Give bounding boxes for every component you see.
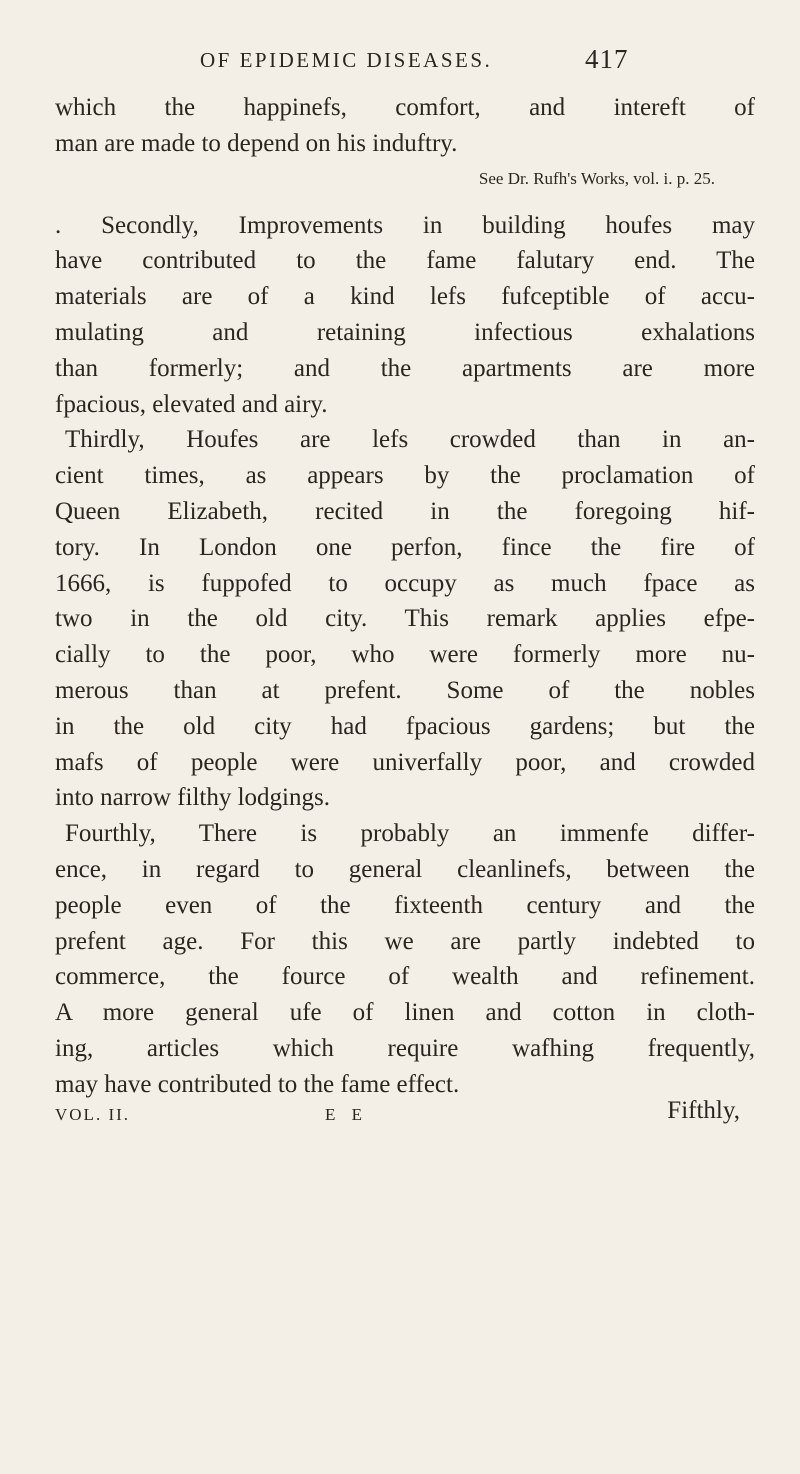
body-text [55, 90, 755, 1103]
text-line: two in the old city. This remark applies efpe- [55, 605, 755, 633]
paragraph-secondly [55, 208, 755, 423]
text-line: into narrow filthy lodgings. [55, 784, 330, 812]
text-line: ing, articles which require wafhing frequently, [55, 1034, 755, 1062]
running-head [55, 40, 755, 90]
paragraph-fourthly [55, 816, 755, 1102]
text-line: people even of the fixteenth century and the [55, 891, 755, 919]
running-title: OF EPIDEMIC DISEASES. [200, 48, 493, 72]
text-line: than formerly; and the apartments are more [55, 354, 755, 382]
volume-signature: VOL. II. [55, 1104, 131, 1124]
page-footer [55, 1096, 755, 1143]
paragraph-thirdly [55, 422, 755, 816]
page-number: 417 [585, 44, 629, 74]
signature-mark: E E [325, 1104, 369, 1124]
text-line: A more general ufe of linen and cotton in cloth- [55, 999, 755, 1027]
text-line: mafs of people were univerfally poor, and crowded [55, 748, 755, 776]
text-line: merous than at prefent. Some of the nobles [55, 676, 755, 704]
text-line: 1666, is fuppofed to occupy as much fpace as [55, 569, 755, 597]
text-line: Fourthly, There is probably an immenfe differ- [65, 820, 755, 848]
book-page [55, 40, 755, 1143]
text-line: in the old city had fpacious gardens; but the [55, 712, 755, 740]
catchword: Fifthly, [667, 1096, 740, 1124]
text-line: . Secondly, Improvements in building houfes may [55, 211, 755, 239]
text-line: commerce, the fource of wealth and refinement. [55, 963, 755, 991]
text-line: prefent age. For this we are partly indebted to [55, 927, 755, 955]
text-line: may have contributed to the fame effect. [55, 1070, 460, 1098]
text-line: fpacious, elevated and airy. [55, 390, 328, 418]
text-line: Thirdly, Houfes are lefs crowded than in an- [65, 426, 755, 454]
text-line: Queen Elizabeth, recited in the foregoing hif- [55, 497, 755, 525]
footnote-citation: See Dr. Rufh's Works, vol. i. p. 25. [478, 168, 715, 188]
text-line: ence, in regard to general cleanlinefs, between the [55, 855, 755, 883]
text-line: tory. In London one perfon, fince the fire of [55, 533, 755, 561]
text-line: cient times, as appears by the proclamation of [55, 462, 755, 490]
text-line: mulating and retaining infectious exhalations [55, 318, 755, 346]
text-line: have contributed to the fame falutary end. The [55, 247, 755, 275]
text-line: man are made to depend on his induftry. [55, 129, 458, 157]
text-line: materials are of a kind lefs fufceptible of accu- [55, 283, 755, 311]
paragraph-continuation [55, 90, 755, 162]
text-line: which the happinefs, comfort, and intereft of [55, 94, 755, 121]
text-line: cially to the poor, who were formerly more nu- [55, 641, 755, 669]
